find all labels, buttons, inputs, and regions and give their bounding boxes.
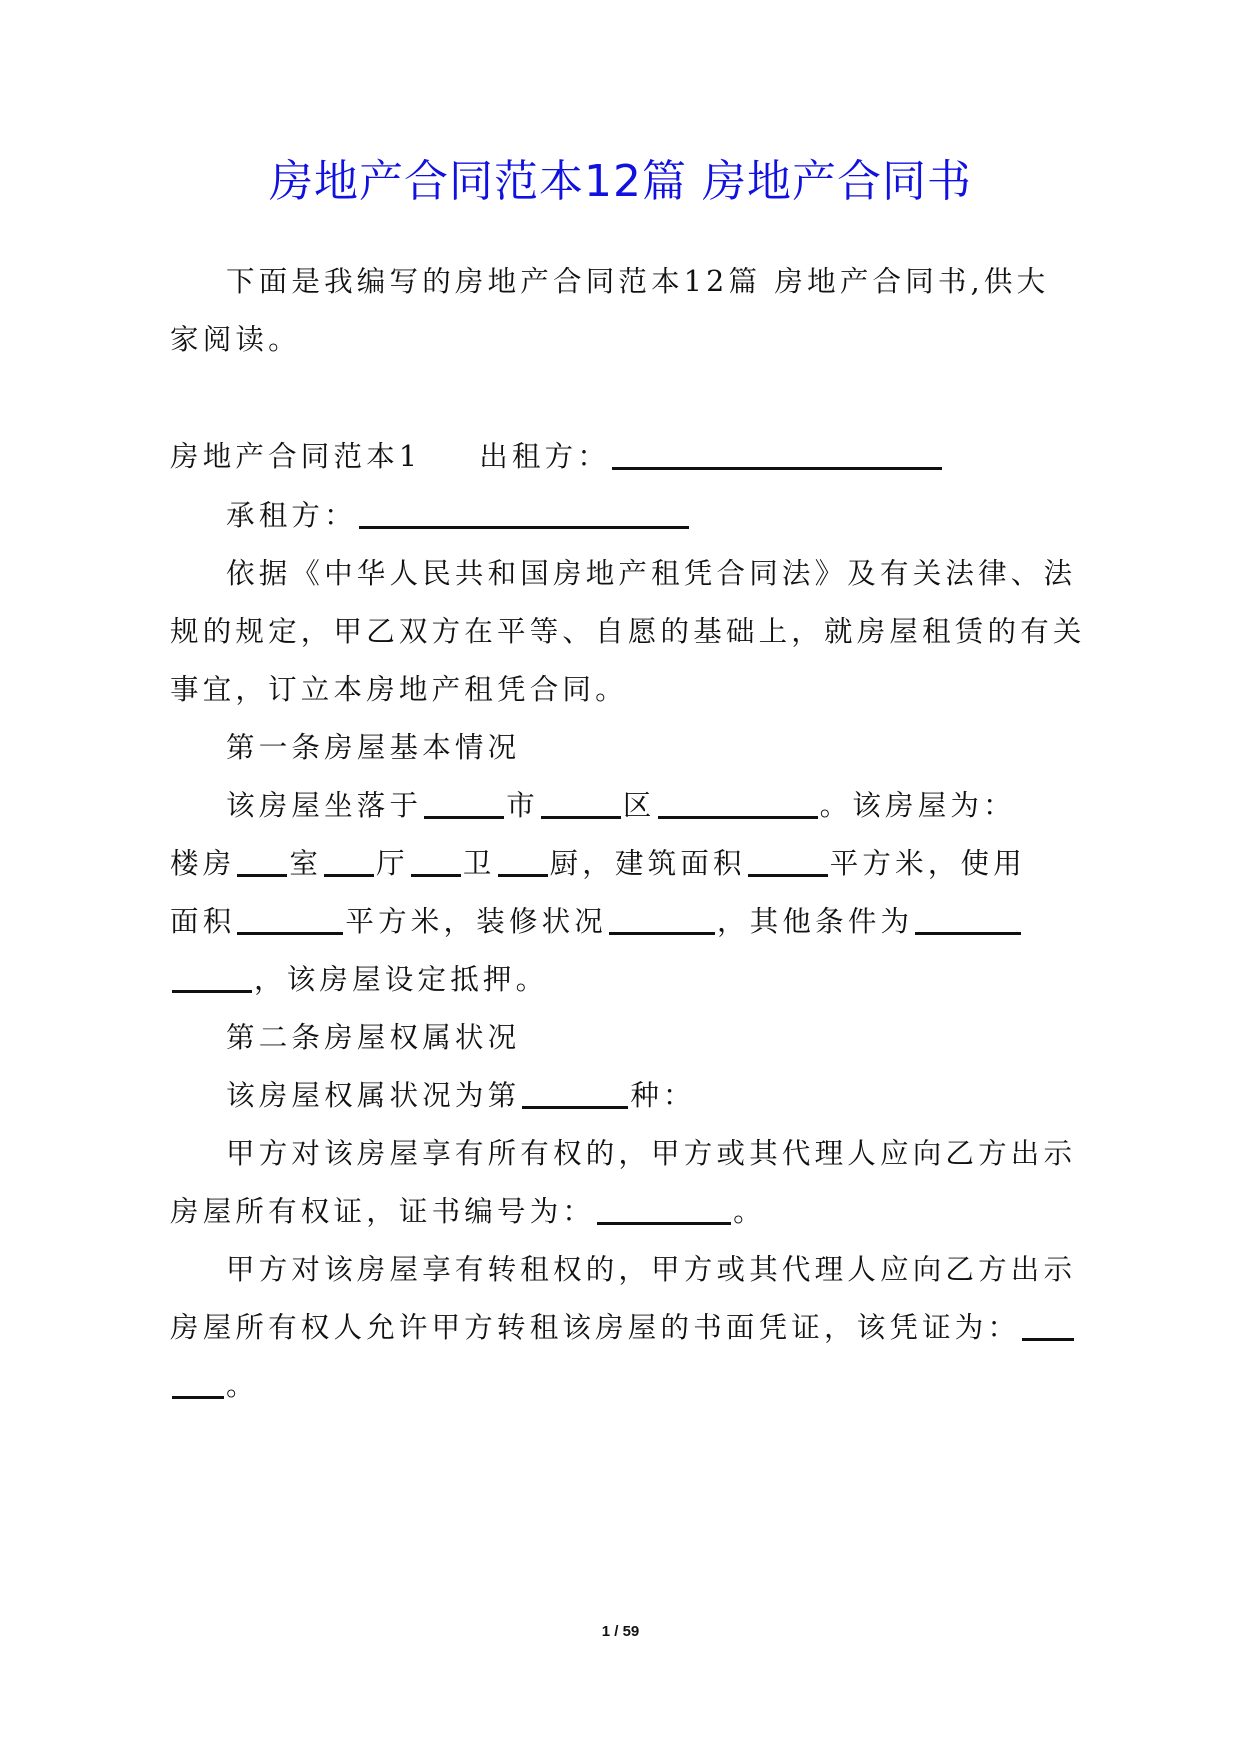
basis-line-3: 事宜，订立本房地产租凭合同。 — [170, 673, 628, 706]
blank-field — [237, 848, 287, 877]
article-2-para-1-line-2 — [170, 1192, 766, 1232]
intro-line-1: 下面是我编写的房地产合同范本12篇 房地产合同书,供大 — [226, 265, 1050, 298]
article-2-para-1-line-1: 甲方对该房屋享有所有权的，甲方或其代理人应向乙方出示 — [226, 1137, 1077, 1170]
lessee-line — [226, 496, 691, 536]
article-1-line-3 — [170, 902, 1023, 942]
article-1-line-2 — [170, 844, 1026, 884]
document-title: 房地产合同范本12篇 房地产合同书 — [269, 156, 972, 207]
article-2-line-1 — [226, 1076, 696, 1116]
text-fragment: 卫 — [462, 847, 496, 880]
blank-field — [424, 790, 504, 819]
text-fragment: 区 — [622, 789, 656, 822]
article-2-para-2-line-3 — [170, 1366, 259, 1406]
article-2-para-2-line-2 — [170, 1308, 1076, 1348]
text-fragment: 。 — [733, 1195, 766, 1228]
blank-field — [915, 906, 1021, 935]
blank-field — [1022, 1312, 1074, 1341]
text-fragment: ，其他条件为 — [717, 905, 914, 938]
lessor-blank — [612, 441, 942, 470]
article-2-para-2-line-1: 甲方对该房屋享有转租权的，甲方或其代理人应向乙方出示 — [226, 1253, 1077, 1286]
page-number: 1 / 59 — [601, 1623, 640, 1640]
blank-field — [609, 906, 715, 935]
text-fragment: 厨，建筑面积 — [549, 847, 746, 880]
blank-field — [172, 964, 252, 993]
blank-field — [324, 848, 374, 877]
section-heading-line — [170, 437, 944, 477]
basis-line-2: 规的规定，甲乙双方在平等、自愿的基础上，就房屋租赁的有关 — [170, 615, 1086, 648]
certificate-number-blank — [597, 1196, 731, 1225]
blank-field — [498, 848, 548, 877]
text-fragment: 市 — [506, 789, 539, 822]
text-fragment: 面积 — [170, 905, 236, 938]
text-fragment: 房屋所有权人允许甲方转租该房屋的书面凭证，该凭证为： — [170, 1311, 1021, 1344]
text-fragment: 平方米，装修状况 — [345, 905, 608, 938]
lessee-blank — [359, 500, 689, 529]
blank-field — [522, 1080, 628, 1109]
lessee-label: 承租方： — [226, 499, 357, 532]
text-fragment: 该房屋权属状况为第 — [226, 1079, 521, 1112]
text-fragment: 。 — [226, 1369, 259, 1402]
intro-line-2: 家阅读。 — [170, 323, 301, 356]
blank-field — [237, 906, 343, 935]
article-1-heading: 第一条房屋基本情况 — [226, 731, 521, 764]
text-fragment: ，该房屋设定抵押。 — [254, 963, 549, 996]
blank-field — [658, 790, 818, 819]
lessor-label: 出租方： — [479, 440, 611, 473]
text-fragment: 室 — [289, 847, 323, 880]
text-fragment: 种： — [630, 1079, 696, 1112]
basis-line-1: 依据《中华人民共和国房地产租凭合同法》及有关法律、法 — [226, 557, 1077, 590]
blank-field — [748, 848, 828, 877]
article-2-heading: 第二条房屋权属状况 — [226, 1021, 521, 1054]
text-fragment: 厅 — [376, 847, 409, 880]
section-heading: 房地产合同范本1 — [170, 440, 422, 473]
article-1-line-4 — [170, 960, 548, 1000]
article-1-line-1 — [226, 786, 1016, 826]
text-fragment: 楼房 — [170, 847, 236, 880]
text-fragment: 房屋所有权证，证书编号为： — [170, 1195, 596, 1228]
blank-field — [541, 790, 621, 819]
text-fragment: 平方米，使用 — [829, 847, 1026, 880]
text-fragment: 。该房屋为： — [819, 789, 1016, 822]
text-fragment: 该房屋坐落于 — [226, 789, 423, 822]
blank-field — [411, 848, 461, 877]
blank-field — [172, 1370, 224, 1399]
